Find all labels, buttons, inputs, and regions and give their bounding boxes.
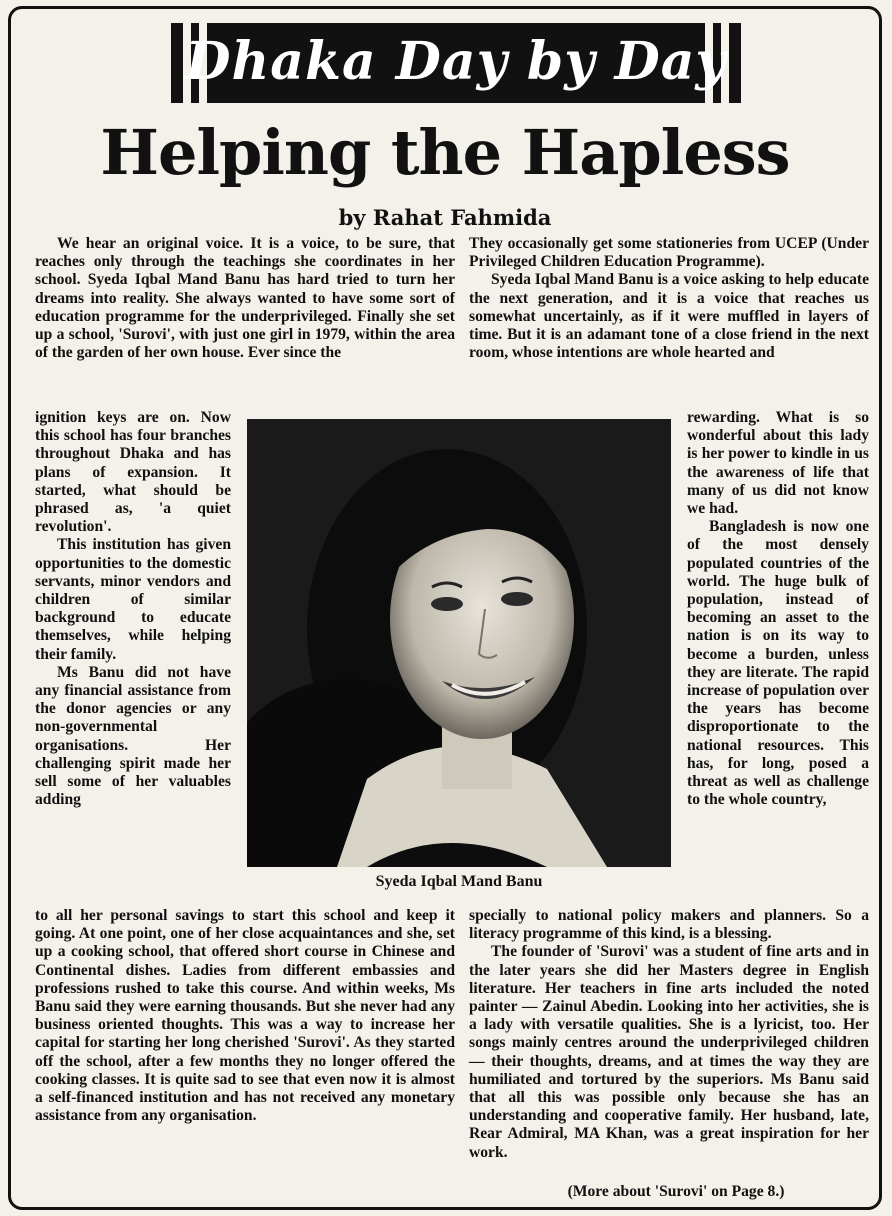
article-frame xyxy=(8,6,882,1210)
section-banner xyxy=(171,23,741,103)
portrait-photo xyxy=(247,419,671,867)
col1-bottom xyxy=(35,907,455,1125)
paragraph: The founder of 'Surovi' was a student of fine arts and in the later years she did her Masters degree in English literature. Her teachers in fine arts included the noted painter — Zainul Abedin. Looking into her activities, she is a lady with versatile qualities. She is a lyricist, too. Her songs mainly centres around the underprivileged children — their thoughts, dreams, and at times the way they are humiliated and tortured by the superiors. Ms Banu said that all this was possible only because she has an understanding and cooperative family. Her husband, late, Rear Admiral, MA Khan, was a great inspiration for her work. xyxy=(469,943,869,1161)
paragraph: specially to national policy makers and planners. So a literacy programme of this kind, is a blessing. xyxy=(469,907,869,943)
paragraph: This institution has given opportunities to the domestic servants, minor vendors and children of similar background to educate themselves, while helping their family. xyxy=(35,536,231,663)
paragraph: We hear an original voice. It is a voice, to be sure, that reaches only through the teachings she coordinates in her school. Syeda Iqbal Mand Banu has hard tried to turn her dreams into reality. She always wanted to have some sort of education programme for the underprivileged. Finally she set up a school, 'Surovi', with just one girl in 1979, within the area of the garden of her own house. Ever since the xyxy=(35,235,455,362)
paragraph: Ms Banu did not have any financial assistance from the donor agencies or any non-governmental organisations. Her challenging spirit made her sell some of her valuables adding xyxy=(35,663,231,809)
paragraph: Bangladesh is now one of the most densely populated countries of the world. The huge bulk of population, instead of becoming an asset to the nation is on its way to become a burden, unless they are literate. The rapid increase of population over the years has become disproportionate to the national resources. This has, for long, posed a threat as well as challenge to the whole country, xyxy=(687,518,869,809)
col2-top xyxy=(469,235,869,362)
byline: by Rahat Fahmida xyxy=(338,205,552,230)
photo-caption: Syeda Iqbal Mand Banu xyxy=(375,873,543,890)
col2-narrow xyxy=(687,409,869,809)
col1-narrow xyxy=(35,409,231,809)
continuation-note: (More about 'Surovi' on Page 8.) xyxy=(567,1183,785,1200)
paragraph: Syeda Iqbal Mand Banu is a voice asking to help educate the next generation, and it is a voice that reaches us somewhat uncertainly, as if it were muffled in layers of time. But it is an adamant tone of a close friend in the next room, whose intentions are whole hearted and xyxy=(469,271,869,362)
headline: Helping the Hapless xyxy=(100,116,790,189)
paragraph: ignition keys are on. Now this school has four branches throughout Dhaka and has plans of expansion. It started, what should be phrased as, 'a quiet revolution'. xyxy=(35,409,231,536)
col2-bottom xyxy=(469,907,869,1162)
section-title: Dhaka Day by Day xyxy=(185,31,727,92)
paragraph: rewarding. What is so wonderful about this lady is her power to kindle in us the awareness of life that many of us did not know we had. xyxy=(687,409,869,518)
paragraph: to all her personal savings to start this school and keep it going. At one point, one of her close acquaintances and she, set up a cooking school, that offered short course in Chinese and Continental dishes. Ladies from different embassies and professions rushed to take this course. And within weeks, Ms Banu said they were earning thousands. But she never had any business oriented thoughts. This was a way to increase her capital for starting her long cherished 'Surovi'. As they started off the school, after a few months they no longer offered the cooking classes. It is quite sad to see that even now it is almost a self-financed institution and has not received any monetary assistance from any organisation. xyxy=(35,907,455,1125)
col1-top xyxy=(35,235,455,362)
paragraph: They occasionally get some stationeries from UCEP (Under Privileged Children Education Programme). xyxy=(469,235,869,271)
